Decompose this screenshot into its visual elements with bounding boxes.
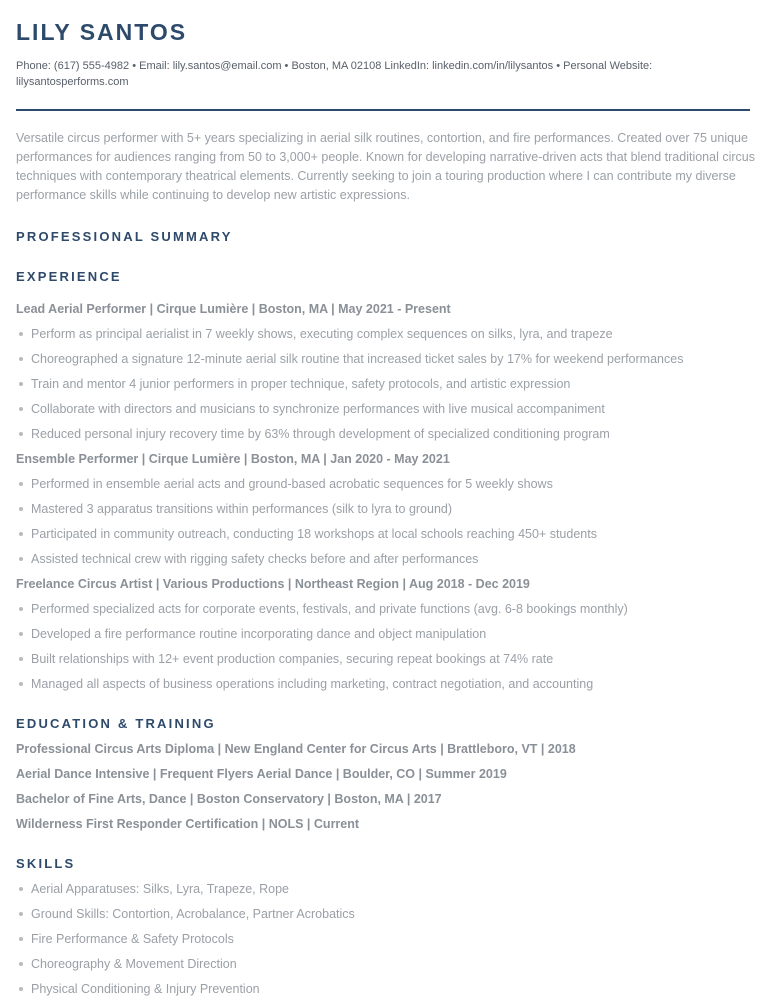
list-item: Built relationships with 12+ event production companies, securing repeat bookings at 74% rate [16,651,752,667]
list-item: Aerial Apparatuses: Silks, Lyra, Trapeze, Rope [16,881,752,897]
list-item: Fire Performance & Safety Protocols [16,931,752,947]
summary-paragraph: Versatile circus performer with 5+ years specializing in aerial silk routines, contortion, and fire performances. Created over 75 unique performances for audiences ranging from 50 to 3,000+ people. Known for developing narrative-driven acts that blend traditional circus techniques with contemporary theatrical elements. Currently seeking to join a touring production where I can contribute my diverse performance skills while continuing to develop new artistic expressions. [16,131,755,202]
education-item: Aerial Dance Intensive | Frequent Flyers Aerial Dance | Boulder, CO | Summer 2019 [16,767,507,781]
list-item: Reduced personal injury recovery time by 63% through development of specialized conditioning program [16,426,752,442]
list-item: Perform as principal aerialist in 7 weekly shows, executing complex sequences on silks, lyra, and trapeze [16,326,752,342]
education-list [16,741,752,832]
education-item: Professional Circus Arts Diploma | New England Center for Circus Arts | Brattleboro, VT | 2018 [16,742,576,756]
candidate-name: LILY SANTOS [16,19,188,45]
section-title-education: EDUCATION & TRAINING [16,716,216,731]
skills-list [16,881,752,997]
section-title-skills: SKILLS [16,856,76,871]
list-item: Train and mentor 4 junior performers in proper technique, safety protocols, and artistic expression [16,376,752,392]
list-item: Managed all aspects of business operations including marketing, contract negotiation, and accounting [16,676,752,692]
list-item: Performed in ensemble aerial acts and ground-based acrobatic sequences for 5 weekly shows [16,476,752,492]
section-title-experience: EXPERIENCE [16,269,122,284]
job-bullets [16,476,752,567]
job-title: Freelance Circus Artist | Various Productions | Northeast Region | Aug 2018 - Dec 2019 [16,577,530,591]
job-title: Lead Aerial Performer | Cirque Lumière | Boston, MA | May 2021 - Present [16,302,451,316]
list-item: Physical Conditioning & Injury Prevention [16,981,752,997]
contact-info: Phone: (617) 555-4982 • Email: lily.santos@email.com • Boston, MA 02108 LinkedIn: linkedin.com/in/lilysantos • Personal Website: lilysantosperforms.com [16,60,653,88]
header-divider [16,109,750,111]
list-item: Mastered 3 apparatus transitions within performances (silk to lyra to ground) [16,501,752,517]
section-title-professional-summary: PROFESSIONAL SUMMARY [16,229,233,244]
list-item: Performed specialized acts for corporate events, festivals, and private functions (avg. 6-8 bookings monthly) [16,601,752,617]
experience-entry [16,451,752,567]
job-title: Ensemble Performer | Cirque Lumière | Boston, MA | Jan 2020 - May 2021 [16,452,450,466]
education-item: Bachelor of Fine Arts, Dance | Boston Conservatory | Boston, MA | 2017 [16,792,442,806]
job-bullets [16,326,752,442]
experience-entry [16,576,752,692]
experience-entry [16,301,752,442]
job-bullets [16,601,752,692]
list-item: Developed a fire performance routine incorporating dance and object manipulation [16,626,752,642]
list-item: Assisted technical crew with rigging safety checks before and after performances [16,551,752,567]
list-item: Participated in community outreach, conducting 18 workshops at local schools reaching 450+ students [16,526,752,542]
education-item: Wilderness First Responder Certification | NOLS | Current [16,817,360,831]
list-item: Ground Skills: Contortion, Acrobalance, Partner Acrobatics [16,906,752,922]
list-item: Choreographed a signature 12-minute aerial silk routine that increased ticket sales by 17% for weekend performances [16,351,752,367]
list-item: Choreography & Movement Direction [16,956,752,972]
list-item: Collaborate with directors and musicians to synchronize performances with live musical accompaniment [16,401,752,417]
